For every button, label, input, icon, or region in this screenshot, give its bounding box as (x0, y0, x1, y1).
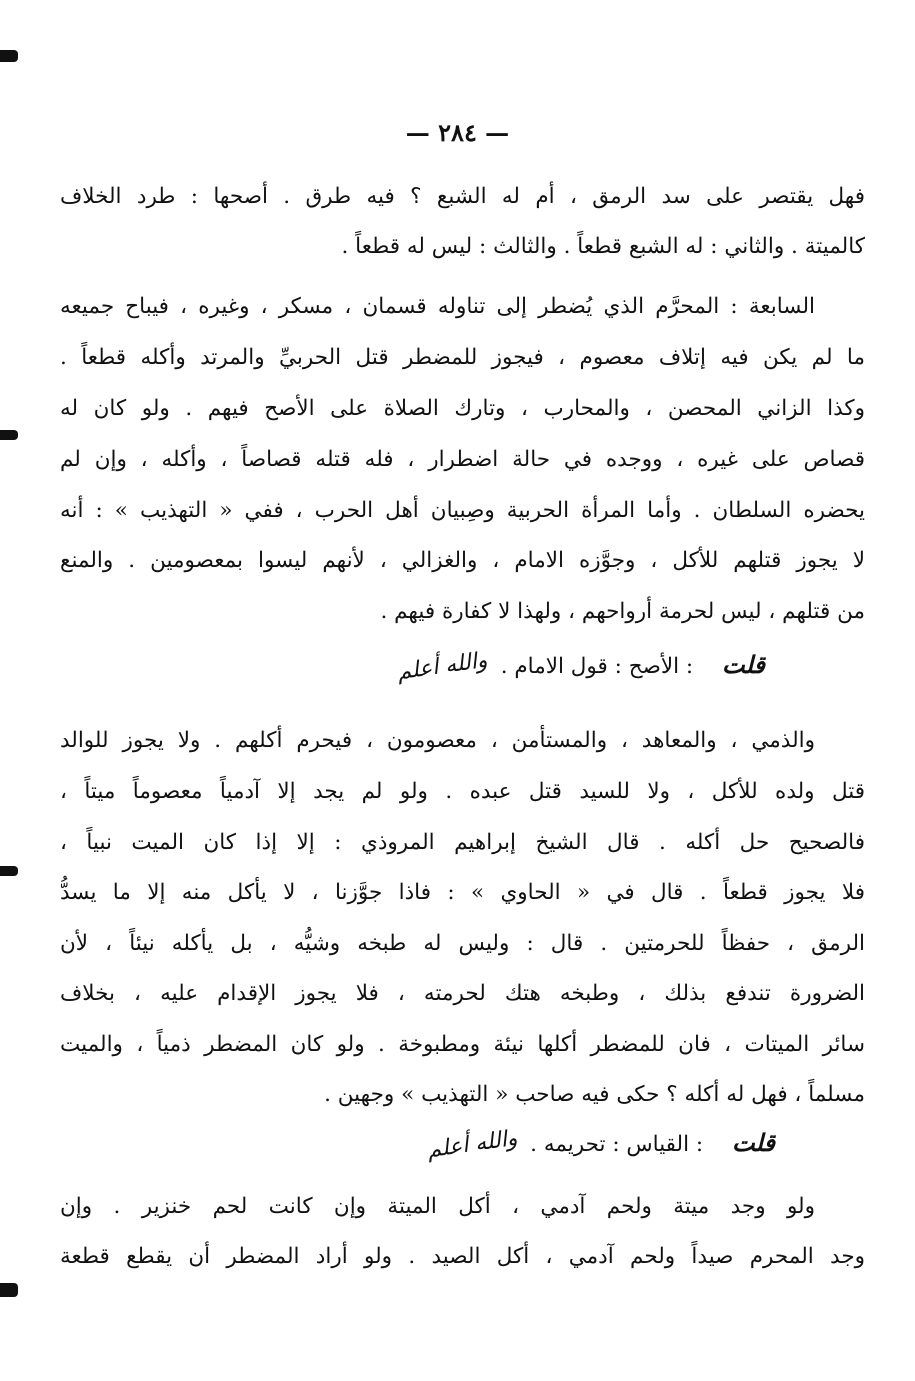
paragraph-2-line-4: قصاص على غيره ، ووجده في حالة اضطرار ، فله قتله قصاصاً ، وأكله ، وإن لم (60, 447, 865, 472)
binding-mark (0, 866, 18, 876)
paragraph-3-line-5: الرمق ، حفظاً للحرمتين . قال : وليس له طبخه وشيُّه ، بل يأكله نيئاً ، لأن (60, 931, 865, 956)
paragraph-3-line-8: مسلماً ، فهل له أكله ؟ حكى فيه صاحب « التهذيب » وجهين . (324, 1082, 865, 1107)
qult-label: قلت (732, 1128, 775, 1157)
closing-formula: والله أعلم (425, 1125, 519, 1164)
page-number: — ٢٨٤ — (405, 118, 510, 147)
qult-note-1 (397, 640, 765, 690)
paragraph-3-line-7: سائر الميتات ، فان للمضطر أكلها نيئة ومطبوخة . ولو كان المضطر ذمياً ، والميت (60, 1032, 865, 1057)
paragraph-3-line-4: فلا يجوز قطعاً . قال في « الحاوي » : فاذا جوَّزنا ، لا يأكل منه إلا ما يسدُّ (60, 880, 865, 905)
qult-label: قلت (722, 650, 765, 679)
paragraph-3-line-2: قتل ولده للأكل ، ولا للسيد قتل عبده . ولو لم يجد إلا آدمياً معصوماً ميتاً ، (60, 779, 865, 804)
binding-mark (0, 430, 18, 440)
binding-mark (0, 1283, 18, 1297)
qult-text: : الأصح : قول الامام . (500, 654, 694, 679)
paragraph-4-line-1: ولو وجد ميتة ولحم آدمي ، أكل الميتة وإن كانت لحم خنزير . وإن (60, 1194, 815, 1219)
paragraph-1-line-2: كالميتة . والثاني : له الشبع قطعاً . والثالث : ليس له قطعاً . (341, 234, 865, 259)
binding-mark (0, 50, 18, 62)
paragraph-3-line-3: فالصحيح حل أكله . قال الشيخ إبراهيم المروذي : إلا إذا كان الميت نبياً ، (60, 830, 865, 855)
paragraph-3-line-1: والذمي ، والمعاهد ، والمستأمن ، معصومون ، فيحرم أكلهم . ولا يجوز للوالد (60, 728, 815, 753)
qult-text: : القياس : تحريمه . (530, 1132, 704, 1157)
paragraph-4-line-2: وجد المحرم صيداً ولحم آدمي ، أكل الصيد . ولو أراد المضطر أن يقطع قطعة (60, 1244, 865, 1269)
qult-note-2 (427, 1118, 775, 1168)
paragraph-2-line-6: لا يجوز قتلهم للأكل ، وجوَّزه الامام ، والغزالي ، لأنهم ليسوا بمعصومين . والمنع (60, 548, 865, 573)
paragraph-3-line-6: الضرورة تندفع بذلك ، وطبخه هتك لحرمته ، فلا يجوز الإقدام عليه ، بخلاف (60, 981, 865, 1006)
paragraph-1-line-1: فهل يقتصر على سد الرمق ، أم له الشبع ؟ فيه طرق . أصحها : طرد الخلاف (60, 184, 865, 209)
closing-formula: والله أعلم (395, 647, 490, 686)
paragraph-2-line-3: وكذا الزاني المحصن ، والمحارب ، وتارك الصلاة على الأصح فيهم . ولو كان له (60, 396, 865, 421)
paragraph-2-line-5: يحضره السلطان . وأما المرأة الحربية وصِبيان أهل الحرب ، ففي « التهذيب » : أنه (60, 498, 865, 523)
paragraph-2-line-2: ما لم يكن فيه إتلاف معصوم ، فيجوز للمضطر قتل الحربيِّ والمرتد وأكله قطعاً . (60, 345, 865, 370)
paragraph-2-line-7: من قتلهم ، ليس لحرمة أرواحهم ، ولهذا لا كفارة فيهم . (380, 599, 865, 624)
paragraph-2-line-1: السابعة : المحرَّم الذي يُضطر إلى تناوله قسمان ، مسكر ، وغيره ، فيباح جميعه (60, 294, 815, 319)
